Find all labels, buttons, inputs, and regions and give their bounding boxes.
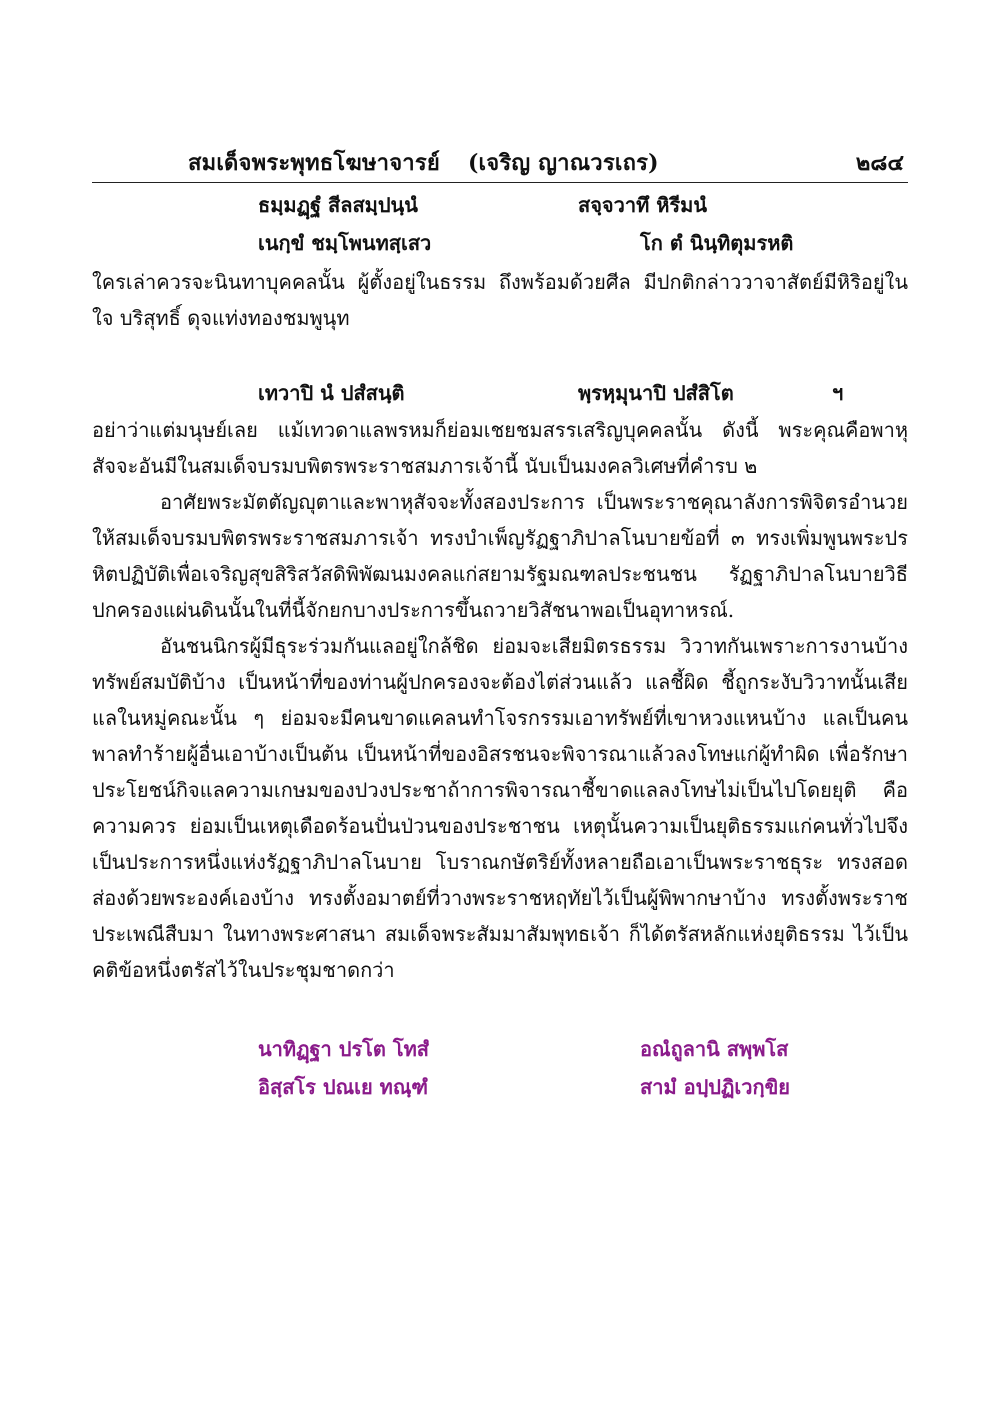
- translation-2-text: อย่าว่าแต่มนุษย์เลย แม้เทวดาแลพรหมก็ย่อมเชยชมสรรเสริญบุคคลนั้น ดังนี้ พระคุณคือพาหุสัจจะอันมีในสมเด็จบรมบพิตรพระราชสมภารเจ้านี้ นับเป็นมงคลวิเศษที่คำรบ ๒: [92, 418, 908, 478]
- verse3-line1-right: อณํถูลานิ สพฺพโส: [640, 1037, 789, 1061]
- paragraph-2: [92, 628, 908, 988]
- verse2-end-mark: ฯ: [832, 381, 844, 405]
- verse1-line2-right: โก ตํ นินฺทิตุมรหติ: [640, 231, 794, 255]
- verse3-line1-left: นาทิฏฺฐา ปรโต โทสํ: [258, 1037, 430, 1061]
- paragraph-1-text: อาศัยพระมัตตัญญุตาและพาหุสัจจะทั้งสองประการ เป็นพระราชคุณาลังการพิจิตรอำนวยให้สมเด็จบรมบพิตรพระราชสมภารเจ้า ทรงบำเพ็ญรัฏฐาภิปาลโนบายข้อที่ ๓ ทรงเพิ่มพูนพระปรหิตปฏิบัติเพื่อเจริญสุขสิริสวัสดิพิพัฒนมงคลแก่สยามรัฐมณฑลประชนชน รัฏฐาภิปาลโนบายวิธีปกครองแผ่นดินนั้นในที่นี้จักยกบางประการขึ้นถวายวิสัชนาพอเป็นอุทาหรณ์.: [92, 490, 908, 622]
- paragraph-1: [92, 484, 908, 628]
- verse1-line2-left: เนกฺขํ ชมฺโพนทสฺเสว: [258, 231, 432, 255]
- verse2-left: เทวาปิ นํ ปสํสนฺติ: [258, 381, 405, 405]
- paragraph-2-text: อันชนนิกรผู้มีธุระร่วมกันแลอยู่ใกล้ชิด ย่อมจะเสียมิตรธรรม วิวาทกันเพราะการงานบ้าง ทรัพย์สมบัติบ้าง เป็นหน้าที่ของท่านผู้ปกครองจะต้องไต่ส่วนแล้ว แลชี้ผิด ชี้ถูกระงับวิวาทนั้นเสีย แลในหมู่คณะนั้น ๆ ย่อมจะมีคนขาดแคลนทำโจรกรรมเอาทรัพย์ที่เขาหวงแหนบ้าง แลเป็นคนพาลทำร้ายผู้อื่นเอาบ้างเป็นต้น เป็นหน้าที่ของอิสรชนจะพิจารณาแล้วลงโทษแก่ผู้ทำผิด เพื่อรักษาประโยชน์กิจแลความเกษมของปวงประชาถ้าการพิจารณาชี้ขาดแลลงโทษไม่เป็นไปโดยยุติ คือความควร ย่อมเป็นเหตุเดือดร้อนปั่นป่วนของประชาชน เหตุนั้นความเป็นยุติธรรมแก่คนทั่วไปจึงเป็นประการหนึ่งแห่งรัฏฐาภิปาลโนบาย โบราณกษัตริย์ทั้งหลายถือเอาเป็นพระราชธุระ ทรงสอดส่องด้วยพระองค์เองบ้าง ทรงตั้งอมาตย์ที่วางพระราชหฤทัยไว้เป็นผู้พิพากษาบ้าง ทรงตั้งพระราชประเพณีสืบมา ในทางพระศาสนา สมเด็จพระสัมมาสัมพุทธเจ้า ก็ได้ตรัสหลักแห่งยุติธรรม ไว้เป็นคติข้อหนึ่งตรัสไว้ในประชุมชาดกว่า: [92, 634, 908, 982]
- verse3-line2-right: สามํ อปฺปฏิเวกฺขิย: [640, 1075, 790, 1099]
- verse3-line2-left: อิสฺสโร ปณเย ทณฺฑํ: [258, 1075, 428, 1099]
- verse1-line1-right: สจฺจวาทึ หิรีมนํ: [578, 193, 708, 217]
- translation-2: [92, 412, 908, 484]
- translation-1: [92, 264, 908, 336]
- header-title: [188, 145, 659, 180]
- translation-1-text: ใครเล่าควรจะนินทาบุคคลนั้น ผู้ตั้งอยู่ในธรรม ถึงพร้อมด้วยศีล มีปกติกล่าววาจาสัตย์มีหิริอยู่ในใจ บริสุทธิ์ ดุจแท่งทองชมพูนุท: [92, 270, 908, 330]
- verse1-line1-left: ธมฺมฏฺฐํ สีลสมฺปนฺนํ: [258, 193, 418, 217]
- verse2-right: พฺรหฺมุนาปิ ปสํสิโต: [578, 381, 734, 405]
- header-divider: [92, 182, 908, 183]
- header-subtitle: (เจริญ ญาณวรเถร): [467, 150, 659, 176]
- header-title-text: สมเด็จพระพุทธโฆษาจารย์: [188, 150, 440, 176]
- page-number: ๒๘๔: [855, 150, 904, 176]
